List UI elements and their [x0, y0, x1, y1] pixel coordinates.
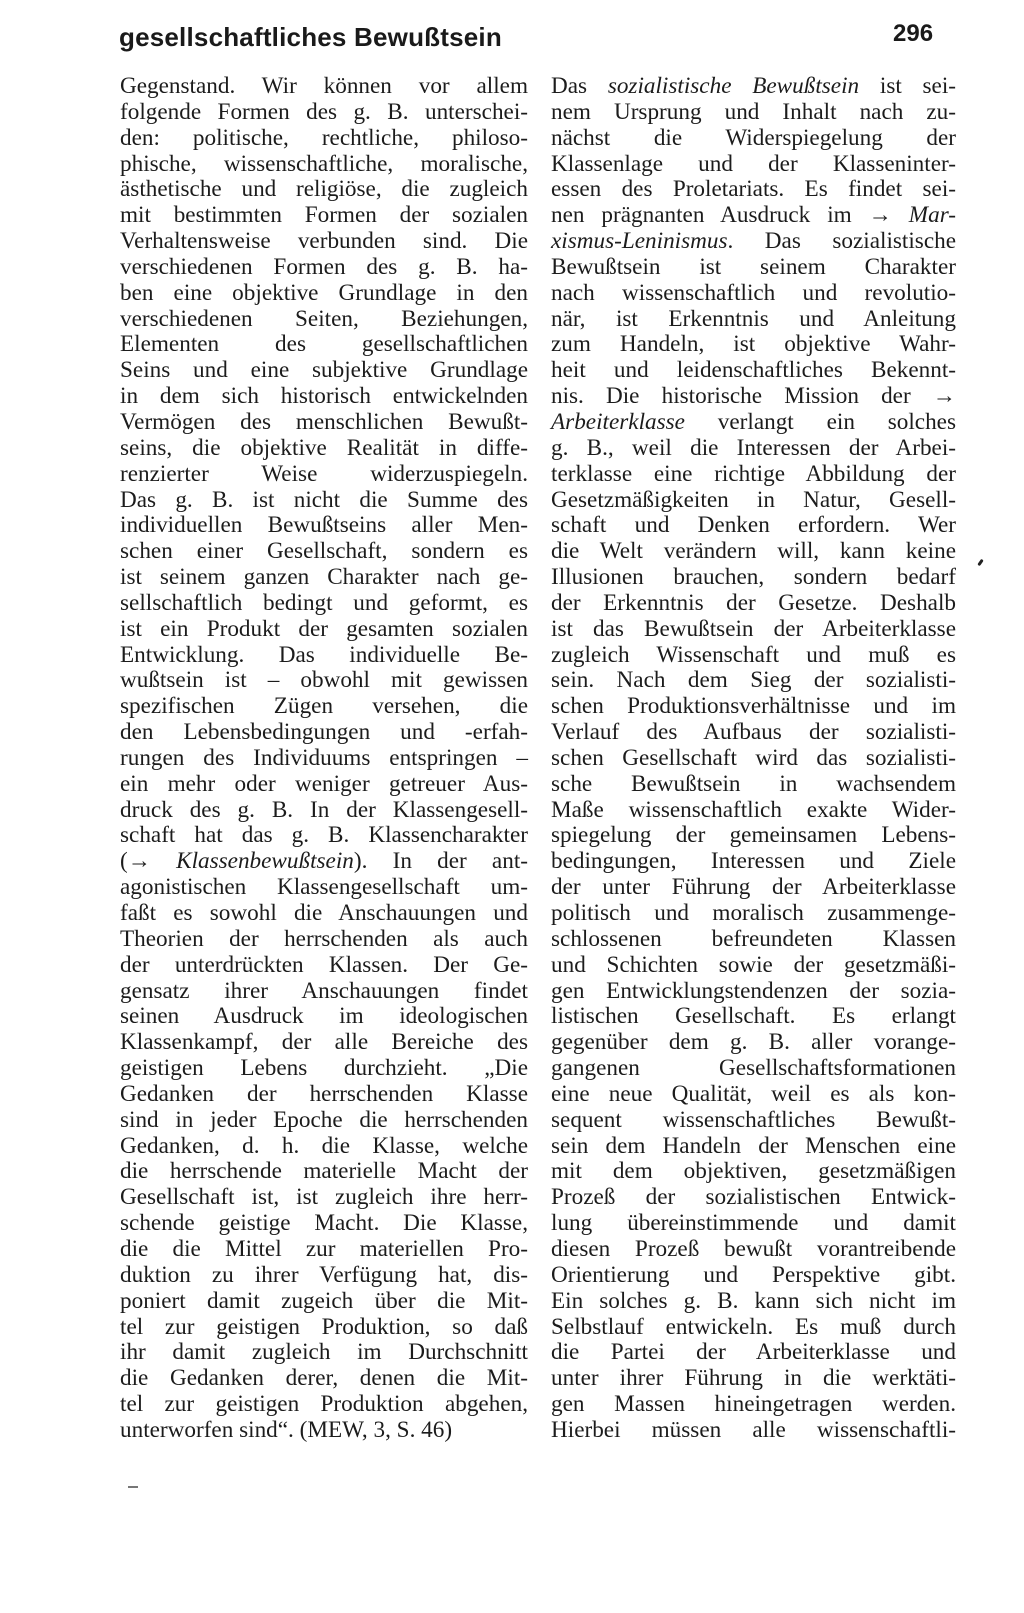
text-line [120, 875, 528, 901]
text-segment: sind in jeder Epoche die herrschenden [120, 1106, 528, 1133]
text-segment: seinen Ausdruck im ideologischen [120, 1003, 528, 1030]
text-line [551, 1315, 956, 1341]
text-line [551, 798, 956, 824]
text-line [551, 177, 956, 203]
text-segment: Illusionen brauchen, sondern bedarf [551, 564, 956, 591]
text-segment: der unter Führung der Arbeiterklasse [551, 874, 956, 901]
text-segment: diesen Prozeß bewußt vorantreibende [551, 1235, 956, 1262]
text-segment: nächst die Widerspiegelung der [551, 124, 956, 151]
text-segment: schen Produktionsverhältnisse und im [551, 693, 956, 720]
text-line [551, 307, 956, 333]
text-segment: Selbstlauf entwickeln. Es muß durch [551, 1313, 956, 1340]
text-line [120, 849, 528, 875]
text-line [551, 539, 956, 565]
text-segment: Gegenstand. Wir können vor allem [120, 73, 528, 99]
text-line [551, 332, 956, 358]
text-line [120, 203, 528, 229]
text-line [120, 436, 528, 462]
text-segment: terklasse eine richtige Abbildung der [551, 460, 956, 487]
text-line [551, 953, 956, 979]
text-segment: Ein solches g. B. kann sich nicht im [551, 1287, 956, 1314]
text-line [551, 1185, 956, 1211]
text-segment: gensatz ihrer Anschauungen findet [120, 977, 528, 1004]
text-segment: verlangt ein solches [684, 408, 956, 435]
text-line [551, 591, 956, 617]
text-line [120, 1263, 528, 1289]
text-segment: sein dem Handeln der Menschen eine [551, 1132, 956, 1159]
right-column [551, 74, 956, 1444]
text-segment: folgende Formen des g. B. unterschei- [120, 98, 528, 125]
text-line [120, 798, 528, 824]
text-line [120, 152, 528, 178]
text-line [120, 668, 528, 694]
text-line [551, 1082, 956, 1108]
text-segment: duktion zu ihrer Verfügung hat, dis- [120, 1261, 528, 1288]
text-segment: Hierbei müssen alle wissenschaftli- [551, 1416, 956, 1443]
text-line [551, 100, 956, 126]
text-line [120, 1159, 528, 1185]
text-segment: essen des Proletariats. Es findet sei- [551, 176, 956, 203]
text-line [120, 307, 528, 333]
text-line [551, 617, 956, 643]
text-line [120, 1030, 528, 1056]
text-segment: tel zur geistigen Produktion, so daß [120, 1313, 528, 1340]
text-segment: lung übereinstimmende und damit [551, 1210, 956, 1237]
text-line [551, 875, 956, 901]
text-line [120, 720, 528, 746]
text-line [120, 358, 528, 384]
text-segment: sein. Nach dem Sieg der sozialisti- [551, 667, 956, 694]
text-line [551, 694, 956, 720]
text-segment: Gedanken der herrschenden Klasse [120, 1080, 528, 1107]
text-line [551, 979, 956, 1005]
text-segment: gen Massen hineingetragen werden. [551, 1391, 956, 1418]
text-line [120, 100, 528, 126]
text-line [120, 513, 528, 539]
text-line [120, 1211, 528, 1237]
text-line [120, 979, 528, 1005]
text-segment: die Welt verändern will, kann keine [551, 538, 956, 565]
text-segment: schen Gesellschaft wird das sozialisti- [551, 744, 956, 771]
text-segment: sellschaftlich bedingt und geformt, es [120, 589, 528, 616]
text-segment: heit und leidenschaftliches Bekennt- [551, 357, 956, 384]
text-segment: Vermögen des menschlichen Bewußt- [120, 408, 528, 435]
text-segment: Bewußtsein ist seinem Charakter [551, 253, 956, 280]
text-segment: den Lebensbedingungen und -erfah- [120, 719, 528, 746]
text-line [120, 74, 528, 100]
text-segment: spiegelung der gemeinsamen Lebens- [551, 822, 956, 849]
text-segment: Seins und eine subjektive Grundlage [120, 357, 528, 384]
text-segment: den: politische, rechtliche, philoso- [120, 124, 528, 151]
text-segment: gegenüber dem g. B. aller vorange- [551, 1029, 956, 1056]
text-segment: (→ [120, 848, 177, 875]
italic-term: sozialistische Bewußtsein [607, 73, 860, 99]
text-line [551, 1237, 956, 1263]
text-line [551, 229, 956, 255]
text-segment: ist seinem ganzen Charakter nach ge- [120, 564, 528, 591]
text-segment: unter ihrer Führung in die werktäti- [551, 1365, 956, 1392]
text-segment: nem Ursprung und Inhalt nach zu- [551, 98, 956, 125]
text-line [551, 1263, 956, 1289]
text-line [551, 1418, 956, 1444]
text-line [551, 1030, 956, 1056]
text-segment: eine neue Qualität, weil es als kon- [551, 1080, 956, 1107]
text-line [551, 152, 956, 178]
text-segment: Das [551, 73, 608, 99]
text-segment: Das g. B. ist nicht die Summe des [120, 486, 528, 513]
italic-term: Arbeiterklasse [551, 408, 685, 435]
text-line [551, 1211, 956, 1237]
text-segment: verschiedenen Seiten, Beziehungen, [120, 305, 528, 332]
text-line [120, 1108, 528, 1134]
text-line [120, 384, 528, 410]
text-line [551, 1159, 956, 1185]
text-line [551, 1056, 956, 1082]
text-line [120, 1315, 528, 1341]
text-segment: die die Mittel zur materiellen Pro- [120, 1235, 528, 1262]
text-line [551, 281, 956, 307]
text-segment: . Das sozialistische [727, 228, 956, 255]
text-segment: der Erkenntnis der Gesetze. Deshalb [551, 589, 956, 616]
text-segment: schlossenen befreundeten Klassen [551, 925, 956, 952]
text-line [551, 1366, 956, 1392]
text-line [120, 746, 528, 772]
text-line [120, 488, 528, 514]
text-segment: Theorien der herrschenden als auch [120, 925, 528, 952]
left-column [120, 74, 528, 1444]
text-line [551, 772, 956, 798]
text-line [120, 1289, 528, 1315]
text-line [551, 384, 956, 410]
text-segment: nis. Die historische Mission der → [551, 383, 956, 410]
text-segment: ästhetische und religiöse, die zugleich [120, 176, 528, 203]
text-segment: wußtsein ist – obwohl mit gewissen [120, 667, 528, 694]
text-segment: ein mehr oder weniger getreuer Aus- [120, 770, 528, 797]
text-segment: Elementen des gesellschaftlichen [120, 331, 528, 358]
text-segment: individuellen Bewußtseins aller Men- [120, 512, 528, 539]
text-segment: bedingungen, Interessen und Ziele [551, 848, 956, 875]
text-segment: schende geistige Macht. Die Klasse, [120, 1210, 528, 1237]
text-segment: nen prägnanten Ausdruck im → [551, 202, 909, 229]
text-segment: Gesellschaft ist, ist zugleich ihre herr- [120, 1184, 528, 1211]
text-segment: ist ein Produkt der gesamten sozialen [120, 615, 528, 642]
text-segment: Maße wissenschaftlich exakte Wider- [551, 796, 956, 823]
text-line [120, 1004, 528, 1030]
text-line [551, 1340, 956, 1366]
text-line [120, 1056, 528, 1082]
text-line [551, 668, 956, 694]
text-line [120, 229, 528, 255]
text-line [120, 694, 528, 720]
text-line [551, 203, 956, 229]
text-segment: faßt es sowohl die Anschauungen und [120, 900, 528, 926]
tick-mark [128, 1486, 138, 1488]
text-line [551, 1134, 956, 1160]
text-segment: und Schichten sowie der gesetzmäßi- [551, 951, 956, 978]
text-segment: Klassenlage und der Klasseninter- [551, 150, 956, 177]
text-segment: rungen des Individuums entspringen – [120, 744, 528, 771]
text-segment: ist das Bewußtsein der Arbeiterklasse [551, 615, 956, 642]
text-line [120, 1134, 528, 1160]
text-segment: verschiedenen Formen des g. B. ha- [120, 253, 528, 280]
text-segment: Verhaltensweise verbunden sind. Die [120, 228, 528, 255]
text-line [551, 74, 956, 100]
text-segment: g. B., weil die Interessen der Arbei- [551, 434, 956, 461]
text-line [551, 643, 956, 669]
text-segment: Orientierung und Perspektive gibt. [551, 1261, 956, 1288]
text-segment: phische, wissenschaftliche, moralische, [120, 150, 528, 177]
text-line [120, 772, 528, 798]
text-line [551, 513, 956, 539]
text-line [551, 462, 956, 488]
text-line [120, 591, 528, 617]
text-segment: listischen Gesellschaft. Es erlangt [551, 1003, 956, 1030]
text-line [120, 255, 528, 281]
text-segment: ihr damit zugleich im Durchschnitt [120, 1339, 528, 1366]
text-segment: druck des g. B. In der Klassengesell- [120, 796, 528, 823]
text-segment: die herrschende materielle Macht der [120, 1158, 528, 1185]
text-segment: nach wissenschaftlich und revolutio- [551, 279, 956, 306]
text-line [551, 436, 956, 462]
text-segment: sche Bewußtsein in wachsendem [551, 770, 956, 797]
italic-term: xismus-Leninismus [551, 228, 728, 255]
text-line [120, 1237, 528, 1263]
text-line [120, 1392, 528, 1418]
text-line [120, 1082, 528, 1108]
text-segment: Gedanken, d. h. die Klasse, welche [120, 1132, 528, 1159]
text-segment: in dem sich historisch entwickelnden [120, 383, 528, 410]
text-line [120, 281, 528, 307]
text-segment: schaft und Denken erfordern. Wer [551, 512, 956, 539]
text-segment: die Gedanken derer, denen die Mit- [120, 1365, 528, 1392]
text-line [551, 849, 956, 875]
text-line [551, 488, 956, 514]
text-segment: schen einer Gesellschaft, sondern es [120, 538, 528, 565]
text-line [551, 823, 956, 849]
text-line [120, 1185, 528, 1211]
text-line [120, 901, 528, 927]
text-line [120, 1418, 528, 1444]
text-line [551, 1108, 956, 1134]
text-segment: gangenen Gesellschaftsformationen [551, 1055, 956, 1082]
text-segment: agonistischen Klassengesellschaft um- [120, 874, 528, 901]
text-segment: schaft hat das g. B. Klassencharakter [120, 822, 528, 849]
text-line [551, 358, 956, 384]
text-line [551, 410, 956, 436]
text-line [551, 126, 956, 152]
text-line [551, 901, 956, 927]
text-line [120, 1366, 528, 1392]
text-line [551, 255, 956, 281]
text-line [120, 126, 528, 152]
text-segment: Prozeß der sozialistischen Entwick- [551, 1184, 956, 1211]
text-segment: ist sei- [859, 73, 957, 99]
text-line [551, 720, 956, 746]
text-line [120, 410, 528, 436]
page-number: 296 [893, 20, 934, 47]
text-line [551, 1392, 956, 1418]
running-head: gesellschaftliches Bewußtsein [119, 22, 502, 52]
text-line [120, 332, 528, 358]
text-segment: tel zur geistigen Produktion abgehen, [120, 1391, 528, 1418]
text-segment: geistigen Lebens durchzieht. „Die [120, 1055, 528, 1082]
text-line [551, 1004, 956, 1030]
text-segment: när, ist Erkenntnis und Anleitung [551, 305, 956, 332]
text-segment: ). In der ant- [353, 848, 528, 875]
text-line [120, 539, 528, 565]
text-segment: ben eine objektive Grundlage in den [120, 279, 528, 306]
text-line [551, 1289, 956, 1315]
text-line [120, 462, 528, 488]
text-segment: gen Entwicklungstendenzen der sozia- [551, 977, 956, 1004]
text-line [551, 927, 956, 953]
text-segment: zum Handeln, ist objektive Wahr- [551, 331, 956, 358]
text-line [120, 953, 528, 979]
text-segment: Klassenkampf, der alle Bereiche des [120, 1029, 528, 1056]
text-segment: die Partei der Arbeiterklasse und [551, 1339, 956, 1366]
italic-term: Mar- [908, 202, 956, 229]
italic-term: Klassenbewußtsein [176, 848, 354, 875]
text-segment: spezifischen Zügen versehen, die [120, 693, 528, 720]
text-line [551, 565, 956, 591]
text-segment: politisch und moralisch zusammenge- [551, 900, 956, 926]
text-segment: Gesetzmäßigkeiten in Natur, Gesell- [551, 486, 956, 513]
text-segment: Entwicklung. Das individuelle Be- [120, 641, 528, 668]
text-segment: seins, die objektive Realität in diffe- [120, 434, 528, 461]
text-line [120, 823, 528, 849]
text-segment: zugleich Wissenschaft und muß es [551, 641, 956, 668]
text-line [120, 617, 528, 643]
text-segment: poniert damit zugeich über die Mit- [120, 1287, 528, 1314]
ink-speck [977, 559, 983, 566]
text-line [120, 1340, 528, 1366]
text-segment: Verlauf des Aufbaus der sozialisti- [551, 719, 956, 746]
text-line [551, 746, 956, 772]
text-segment: mit bestimmten Formen der sozialen [120, 202, 528, 229]
text-segment: der unterdrückten Klassen. Der Ge- [120, 951, 528, 978]
text-segment: mit dem objektiven, gesetzmäßigen [551, 1158, 956, 1185]
text-segment: renzierter Weise widerzuspiegeln. [120, 460, 528, 487]
text-line [120, 643, 528, 669]
text-line [120, 927, 528, 953]
text-segment: unterworfen sind“. (MEW, 3, S. 46) [120, 1416, 453, 1443]
text-line [120, 177, 528, 203]
text-segment: sequent wissenschaftliches Bewußt- [551, 1106, 956, 1133]
text-line [120, 565, 528, 591]
